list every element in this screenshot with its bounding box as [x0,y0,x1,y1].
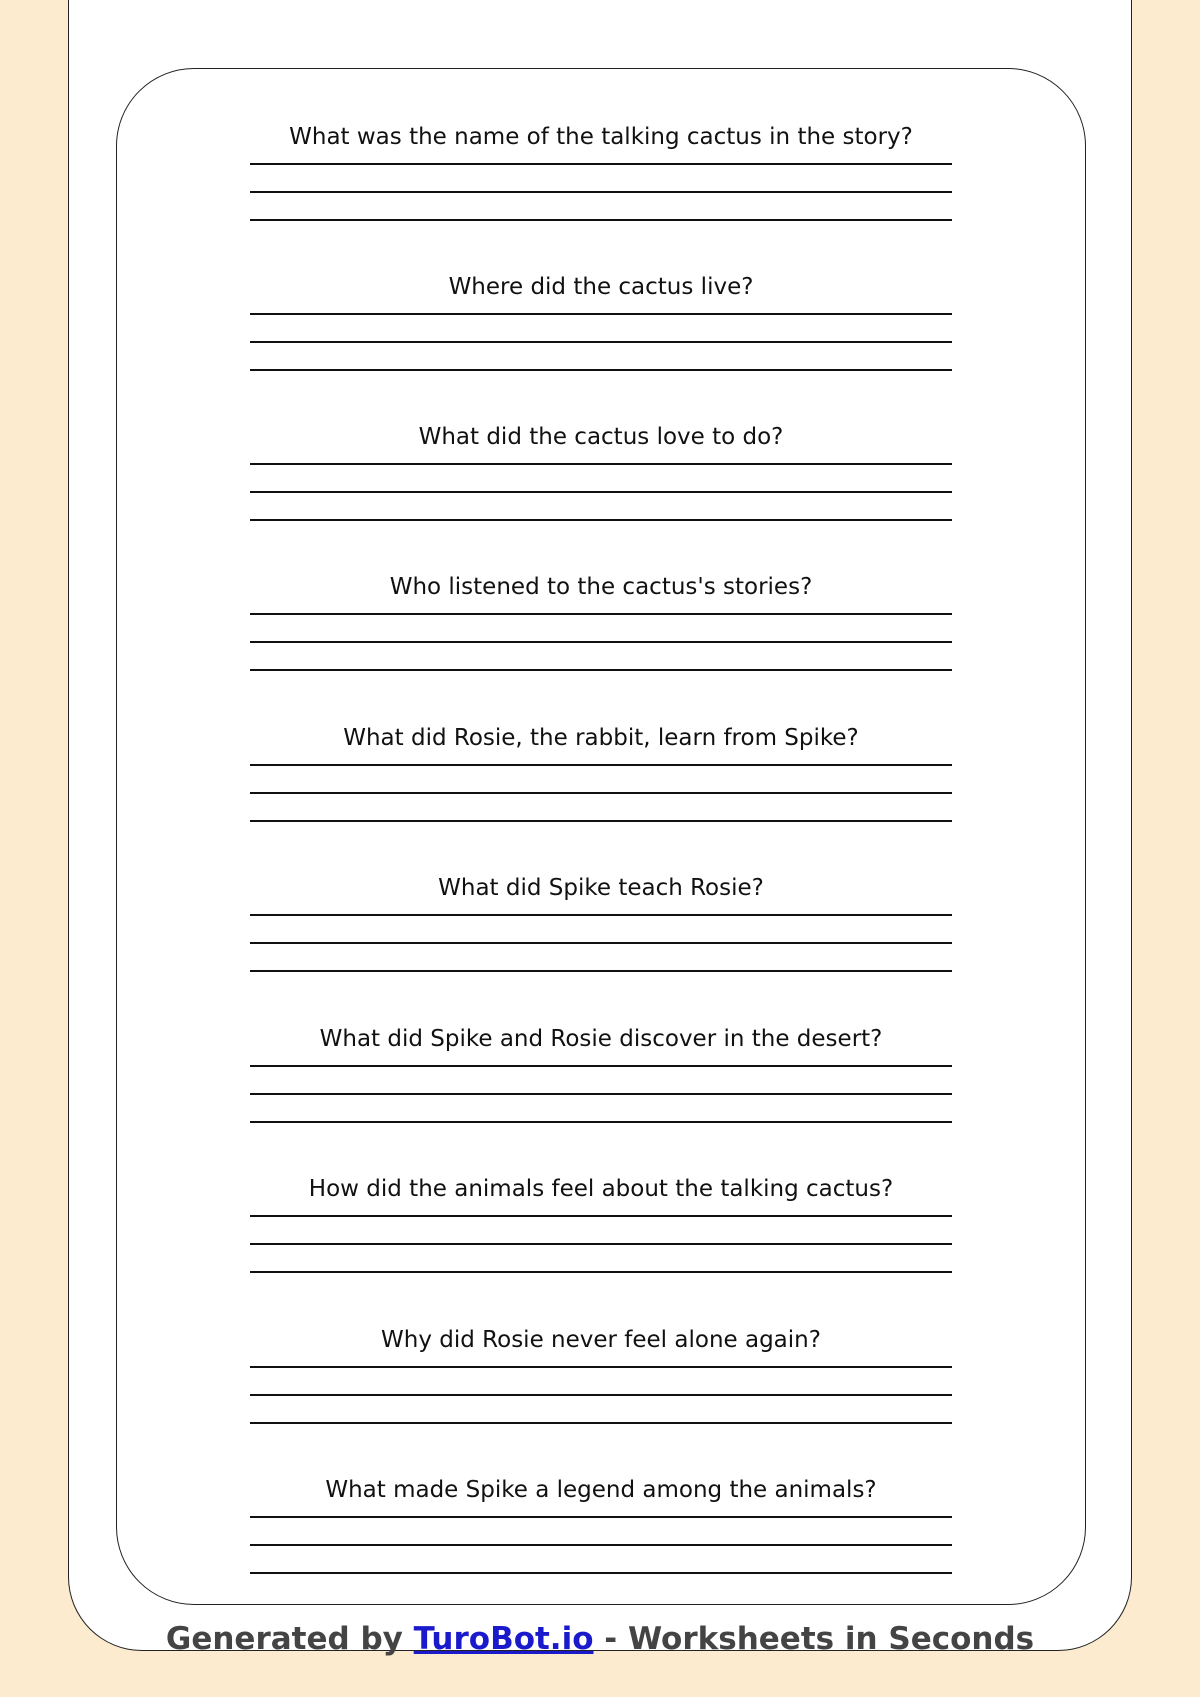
answer-line[interactable] [250,1065,952,1067]
answer-line[interactable] [250,1093,952,1095]
answer-line[interactable] [250,792,952,794]
answer-line[interactable] [250,942,952,944]
question-block [250,1022,952,1123]
question-block [250,570,952,671]
answer-line[interactable] [250,1366,952,1368]
answer-line[interactable] [250,313,952,315]
answer-line[interactable] [250,669,952,671]
answer-line[interactable] [250,1215,952,1217]
question-block [250,270,952,371]
answer-line[interactable] [250,1422,952,1424]
question-text: What did Spike teach Rosie? [438,875,764,901]
question-text: What did Rosie, the rabbit, learn from Spike? [343,725,859,751]
answer-line[interactable] [250,1243,952,1245]
answer-line[interactable] [250,970,952,972]
answer-line[interactable] [250,820,952,822]
answer-line[interactable] [250,914,952,916]
answer-line[interactable] [250,463,952,465]
question-block [250,1473,952,1574]
answer-line[interactable] [250,219,952,221]
question-text: How did the animals feel about the talking cactus? [308,1176,894,1202]
question-block [250,1323,952,1424]
answer-line[interactable] [250,491,952,493]
question-text: What made Spike a legend among the animals? [325,1477,877,1503]
answer-line[interactable] [250,1271,952,1273]
answer-line[interactable] [250,1572,952,1574]
question-block [250,420,952,521]
question-block [250,721,952,822]
question-block [250,1172,952,1273]
answer-line[interactable] [250,519,952,521]
turobot-link[interactable]: TuroBot.io [413,1621,594,1657]
footer-credit [0,1619,1200,1659]
answer-line[interactable] [250,163,952,165]
question-text: Who listened to the cactus's stories? [389,574,813,600]
answer-line[interactable] [250,1394,952,1396]
answer-line[interactable] [250,1544,952,1546]
question-text: Where did the cactus live? [448,274,754,300]
answer-line[interactable] [250,341,952,343]
answer-line[interactable] [250,764,952,766]
answer-line[interactable] [250,191,952,193]
question-block [250,871,952,972]
question-text: Why did Rosie never feel alone again? [381,1327,821,1353]
question-text: What did Spike and Rosie discover in the desert? [319,1026,883,1052]
footer-prefix: Generated by [165,1621,414,1657]
answer-line[interactable] [250,1516,952,1518]
answer-line[interactable] [250,641,952,643]
answer-line[interactable] [250,1121,952,1123]
question-text: What was the name of the talking cactus in the story? [289,124,913,150]
footer-suffix: - Worksheets in Seconds [593,1621,1035,1657]
answer-line[interactable] [250,613,952,615]
question-text: What did the cactus love to do? [418,424,784,450]
question-block [250,120,952,221]
answer-line[interactable] [250,369,952,371]
